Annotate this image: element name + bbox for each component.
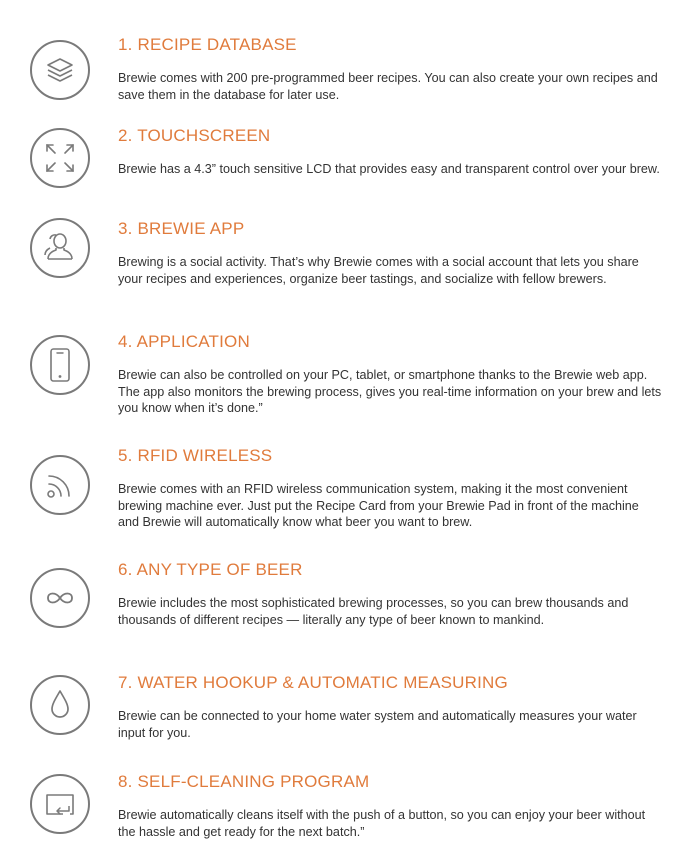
feature-title: 8. SELF-CLEANING PROGRAM [118, 772, 370, 791]
feature-description: Brewie includes the most sophisticated brewing processes, so you can brew thousands and thousands of different recipes — literally any type of beer known to mankind. [118, 596, 629, 627]
feature-title: 5. RFID WIRELESS [118, 446, 273, 465]
feature-description: Brewie automatically cleans itself with the push of a button, so you can enjoy your beer without the hassle and get ready for the next batch.” [118, 808, 646, 839]
feature-title: 3. BREWIE APP [118, 219, 245, 238]
users-icon [29, 217, 91, 279]
feature-description: Brewie can be connected to your home water system and automatically measures your water input for you. [118, 709, 637, 740]
smartphone-icon [29, 334, 91, 396]
feature-title: 7. WATER HOOKUP & AUTOMATIC MEASURING [118, 673, 508, 692]
layers-icon [29, 39, 91, 101]
feature-description: Brewie comes with an RFID wireless communication system, making it the most convenient brewing machine ever. Just put the Recipe Card from your Brewie Pad in front of the machine and Brewie will automatically know what beer you want to brew. [118, 482, 639, 530]
feature-description: Brewing is a social activity. That’s why Brewie comes with a social account that lets you share your recipes and experiences, organize beer tastings, and socialize with fellow brewers. [118, 255, 639, 286]
feature-title: 1. RECIPE DATABASE [118, 35, 297, 54]
feature-description: Brewie can also be controlled on your PC, tablet, or smartphone thanks to the Brewie web app. The app also monitors the brewing process, gives you real-time information on your brew and lets you know when it’s done.” [118, 368, 662, 416]
feature-description: Brewie comes with 200 pre-programmed beer recipes. You can also create your own recipes and save them in the database for later use. [118, 71, 658, 102]
feature-description: Brewie has a 4.3” touch sensitive LCD that provides easy and transparent control over your brew. [118, 162, 660, 176]
water-drop-icon [29, 674, 91, 736]
wireless-icon [29, 454, 91, 516]
feature-title: 6. ANY TYPE OF BEER [118, 560, 303, 579]
feature-title: 4. APPLICATION [118, 332, 250, 351]
feature-title: 2. TOUCHSCREEN [118, 126, 271, 145]
infinity-icon [29, 567, 91, 629]
self-cleaning-icon [29, 773, 91, 835]
expand-arrows-icon [29, 127, 91, 189]
